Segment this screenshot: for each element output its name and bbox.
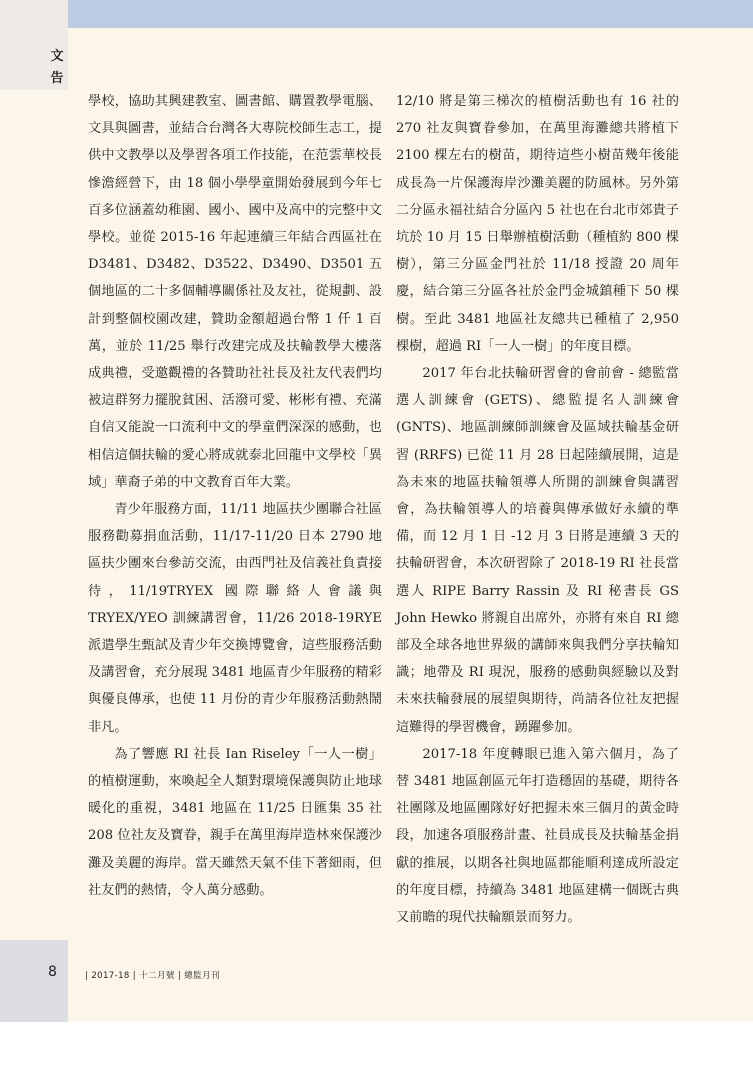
left-text-column [88,88,382,904]
page-number-strip [0,940,68,1022]
section-label [47,46,67,90]
left-paragraph-3: 為了響應 RI 社長 Ian Riseley「一人一樹」的植樹運動，來喚起全人類對環境保護與防止地球暖化的重視，3481 地區在 11/25 日匯集 35 社 208 位社友及寶眷，親手在萬里海岸造林來保護沙灘及美麗的海岸。當天雖然天氣不佳下著細雨，但社友們的熱情，令人萬分感動。 [88,746,382,898]
page-number: 8 [48,964,57,980]
right-paragraph-2: 2017 年台北扶輪研習會的會前會 - 總監當選人訓練會 (GETS)、總監提名人訓練會 (GNTS)、地區訓練師訓練會及區域扶輪基金研習 (RRFS) 已從 11 月 28 日起陸續展開，這是為未來的地區扶輪領導人所開的訓練會與講習會，為扶輪領導人的培養與傳承做好永續的準備，而 12 月 1 日 -12 月 3 日將是連續 3 天的扶輪研習會，本次研習除了 2018-19 RI 社長當選人 RIPE Barry Rassin 及 RI 秘書長 GS John Hewko 將親自出席外，亦將有來自 RI 總部及全球各地世界級的講師來與我們分享扶輪知識；地帶及 RI 現況，服務的感動與經驗以及對未來扶輪發展的展望與期待，尚請各位社友把握這難得的學習機會，踴躍參加。 [396,366,679,735]
left-paragraph-1: 學校，協助其興建教室、圖書館、購置教學電腦、文具與圖書，並結合台灣各大專院校師生志工，提供中文教學以及學習各項工作技能，在范雲華校長慘澹經營下，由 18 個小學學童開始發展到今年七百多位涵蓋幼稚園、國小、國中及高中的完整中文學校。並從 2015-16 年起連續三年結合西區社在 D3481、D3482、D3522、D3490、D3501 五個地區的二十多個輔導關係社及友社，從規劃、設計到整個校園改建，贊助金額超過台幣 1 仟 1 百萬，並於 11/25 舉行改建完成及扶輪教學大樓落成典禮，受邀觀禮的各贊助社社長及社友代表們均被這群努力擺脫貧困、活潑可愛、彬彬有禮、充滿自信又能說一口流利中文的學童們深深的感動，也相信這個扶輪的愛心將成就泰北回龍中文學校「異域」華裔子弟的中文教育百年大業。 [88,94,382,490]
section-label-line1: 文 [50,49,64,64]
right-paragraph-1: 12/10 將是第三梯次的植樹活動也有 16 社的 270 社友與寶眷參加，在萬里海灘總共將植下 2100 棵左右的樹苗，期待這些小樹苗幾年後能成長為一片保護海岸沙灘美麗的防風林。另外第二分區永福社結合分區內 5 社也在台北市郊貴子坑於 10 月 15 日舉辦植樹活動（種植約 800 棵樹），第三分區金門社於 11/18 授證 20 周年慶，結合第三分區各社於金門金城鎮種下 50 棵樹。至此 3481 地區社友總共已種植了 2,950 棵樹，超過 RI「一人一樹」的年度目標。 [396,94,679,354]
publication-footer: | 2017-18 | 十二月號 | 總監月刊 [85,971,220,981]
top-color-band [68,0,753,28]
right-text-column [396,88,679,931]
left-paragraph-2: 青少年服務方面，11/11 地區扶少團聯合社區服務勸募捐血活動，11/17-11/20 日本 2790 地區扶少團來台參訪交流，由西門社及信義社負責接待，11/19TRYEX 國際聯絡人會議與 TRYEX/YEO 訓練講習會，11/26 2018-19RYE 派遣學生甄試及青少年交換博覽會，這些服務活動及講習會，充分展現 3481 地區青少年服務的精彩與優良傳承，也使 11 月份的青少年服務活動熱鬧非凡。 [88,502,382,735]
right-paragraph-3: 2017-18 年度轉眼已進入第六個月，為了替 3481 地區創區元年打造穩固的基礎，期待各社團隊及地區團隊好好把握未來三個月的黃金時段，加速各項服務計畫、社員成長及扶輪基金捐獻的推展，以期各社與地區都能順利達成所設定的年度目標，持續為 3481 地區建構一個既古典又前瞻的現代扶輪願景而努力。 [396,746,679,926]
section-label-line2: 告 [50,71,64,86]
